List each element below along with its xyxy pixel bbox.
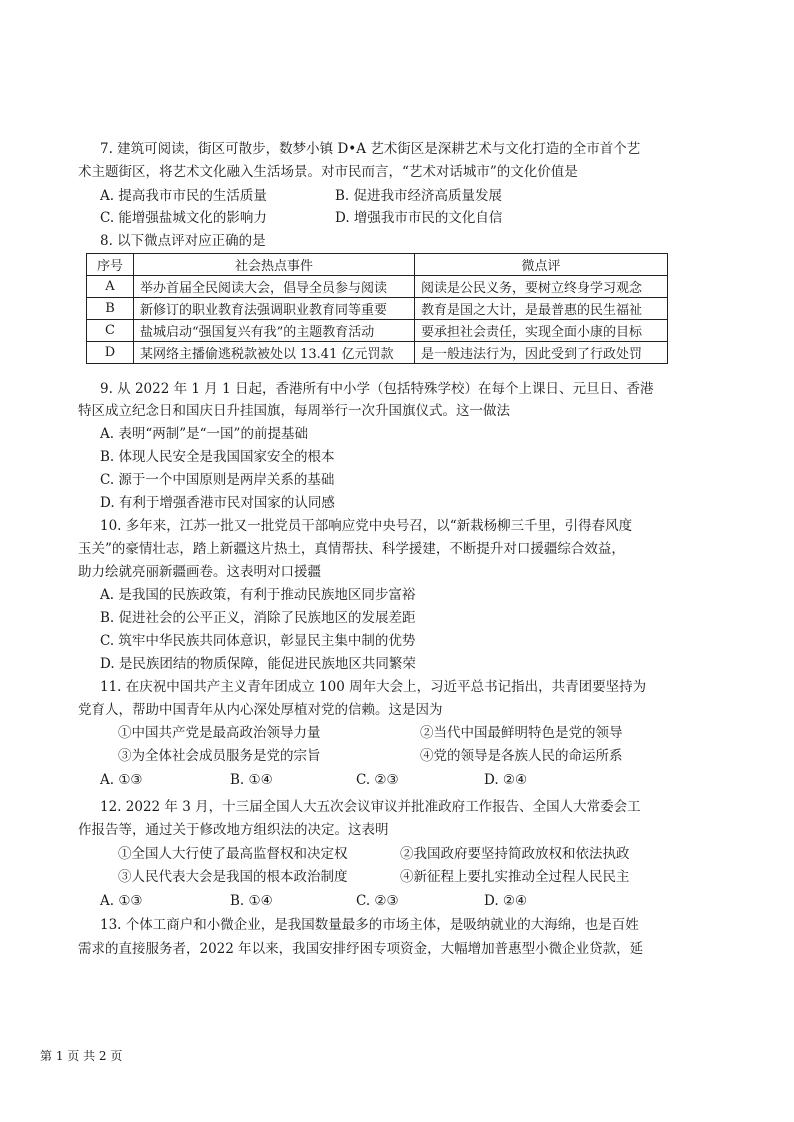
q7-stem-line2: 术主题街区，将艺术文化融入生活场景。对市民而言，“艺术对话城市”的文化价值是 <box>78 164 578 180</box>
page-footer: 第 1 页 共 2 页 <box>40 1049 123 1063</box>
row-a-event: 举办首届全民阅读大会，倡导全员参与阅读 <box>134 276 415 298</box>
q11-statement-1: ①中国共产党是最高政治领导力量 <box>118 725 321 741</box>
col-header-comment: 微点评 <box>415 254 668 276</box>
q11-option-a: A. ①③ <box>100 772 143 788</box>
q7-option-d: D. 增强我市市民的文化自信 <box>335 210 503 226</box>
table-row <box>87 320 668 342</box>
q10-option-d: D. 是民族团结的物质保障，能促进民族地区共同繁荣 <box>100 656 416 672</box>
q11-stem-line1: 11. 在庆祝中国共产主义青年团成立 100 周年大会上，习近平总书记指出，共青团要坚持为 <box>100 679 647 695</box>
q9-stem-line2: 特区成立纪念日和国庆日升挂国旗，每周举行一次升国旗仪式。这一做法 <box>78 403 510 419</box>
q11-statement-4: ④党的领导是各族人民的命运所系 <box>420 748 623 764</box>
q7-option-b: B. 促进我市经济高质量发展 <box>335 188 503 204</box>
q12-option-a: A. ①③ <box>100 893 143 909</box>
q9-option-b: B. 体现人民安全是我国国家安全的根本 <box>100 449 335 465</box>
col-header-index: 序号 <box>87 254 134 276</box>
q12-option-b: B. ①④ <box>230 893 273 909</box>
q12-statement-4: ④新征程上要扎实推动全过程人民民主 <box>400 869 630 885</box>
q10-stem-line3: 助力绘就亮丽新疆画卷。这表明对口援疆 <box>78 564 321 580</box>
q12-option-d: D. ②④ <box>484 893 528 909</box>
q11-option-b: B. ①④ <box>230 772 273 788</box>
row-c-comment: 要承担社会责任，实现全面小康的目标 <box>415 320 668 342</box>
q10-option-b: B. 促进社会的公平正义，消除了民族地区的发展差距 <box>100 610 416 626</box>
row-a-index: A <box>87 276 134 298</box>
q9-stem-line1: 9. 从 2022 年 1 月 1 日起，香港所有中小学（包括特殊学校）在每个上课日、元旦日、香港 <box>100 381 654 397</box>
q8-stem: 8. 以下微点评对应正确的是 <box>100 233 266 249</box>
table-row <box>87 342 668 364</box>
row-a-comment: 阅读是公民义务，要树立终身学习观念 <box>415 276 668 298</box>
q9-option-d: D. 有利于增强香港市民对国家的认同感 <box>100 495 335 511</box>
row-c-index: C <box>87 320 134 342</box>
q11-option-c: C. ②③ <box>356 772 399 788</box>
q7-option-a: A. 提高我市市民的生活质量 <box>100 188 267 204</box>
q11-option-d: D. ②④ <box>484 772 528 788</box>
q13-stem-line1: 13. 个体工商户和小微企业，是我国数量最多的市场主体，是吸纳就业的大海绵，也是百姓 <box>100 917 639 933</box>
table-header-row <box>87 254 668 276</box>
q7-stem-line1: 7. 建筑可阅读，街区可散步，数梦小镇 D•A 艺术街区是深耕艺术与文化打造的全市首个艺 <box>100 141 641 157</box>
q12-statement-2: ②我国政府要坚持简政放权和依法执政 <box>400 846 630 862</box>
q11-statement-3: ③为全体社会成员服务是党的宗旨 <box>118 748 321 764</box>
q10-stem-line2: 玉关”的豪情壮志，踏上新疆这片热土，真情帮扶、科学援建，不断提升对口援疆综合效益， <box>78 541 625 557</box>
q12-stem-line2: 作报告等，通过关于修改地方组织法的决定。这表明 <box>78 822 389 838</box>
row-d-index: D <box>87 342 134 364</box>
q10-option-a: A. 是我国的民族政策，有利于推动民族地区同步富裕 <box>100 587 416 603</box>
row-d-event: 某网络主播偷逃税款被处以 13.41 亿元罚款 <box>134 342 415 364</box>
q11-statement-2: ②当代中国最鲜明特色是党的领导 <box>420 725 623 741</box>
q12-stem-line1: 12. 2022 年 3 月，十三届全国人大五次会议审议并批准政府工作报告、全国人大常委会工 <box>100 799 641 815</box>
q10-option-c: C. 筑牢中华民族共同体意识，彰显民主集中制的优势 <box>100 633 416 649</box>
table-row <box>87 276 668 298</box>
q8-table <box>86 253 668 364</box>
q9-option-c: C. 源于一个中国原则是两岸关系的基础 <box>100 472 335 488</box>
row-b-event: 新修订的职业教育法强调职业教育同等重要 <box>134 298 415 320</box>
row-b-index: B <box>87 298 134 320</box>
q7-option-c: C. 能增强盐城文化的影响力 <box>100 210 267 226</box>
table-row <box>87 298 668 320</box>
q11-stem-line2: 党育人，帮助中国青年从内心深处厚植对党的信赖。这是因为 <box>78 702 443 718</box>
col-header-event: 社会热点事件 <box>134 254 415 276</box>
q10-stem-line1: 10. 多年来，江苏一批又一批党员干部响应党中央号召，以“新栽杨柳三千里，引得春风度 <box>100 518 633 534</box>
row-b-comment: 教育是国之大计，是最普惠的民生福祉 <box>415 298 668 320</box>
q13-stem-line2: 需求的直接服务者，2022 年以来，我国安排纾困专项资金，大幅增加普惠型小微企业贷款，延 <box>78 941 644 957</box>
q12-statement-3: ③人民代表大会是我国的根本政治制度 <box>118 869 348 885</box>
q9-option-a: A. 表明“两制”是“一国”的前提基础 <box>100 426 308 442</box>
row-d-comment: 是一般违法行为，因此受到了行政处罚 <box>415 342 668 364</box>
q12-statement-1: ①全国人大行使了最高监督权和决定权 <box>118 846 348 862</box>
q12-option-c: C. ②③ <box>356 893 399 909</box>
row-c-event: 盐城启动“强国复兴有我”的主题教育活动 <box>134 320 415 342</box>
